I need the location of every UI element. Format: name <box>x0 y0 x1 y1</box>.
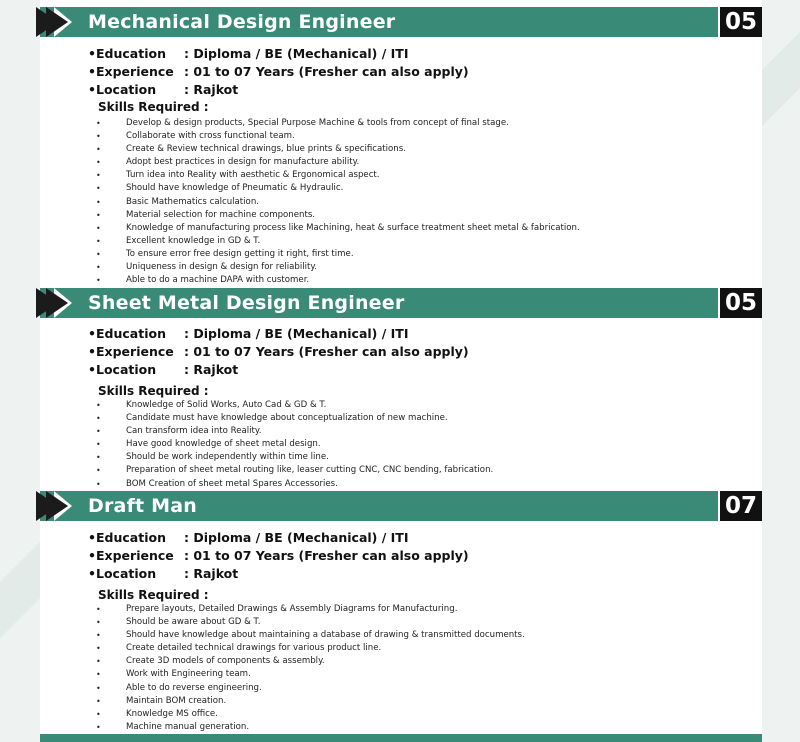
job-openings-card: Mechanical Design Engineer 05 • Education : Diploma / BE (Mechanical) / ITI • Experience : 01 to 07 Years (Fresher can also apply) • Location : Rajkot Skills Required : • Develop & design products, Special Purpose Machine & tools from concept of final stage. • Collaborate with cross functional team. • Create & Review technical drawings, blue prints & specifications. • Adopt best practices in design for manufacture ability. • Turn idea into Reality with aesthetic & Ergonomical aspect. • Should have knowledge of Pneumatic & Hydraulic. • Basic Mathematics calculation. • Material selection for machine components. • Knowledge of manufacturing process like Machining, heat & surface treatment sheet metal & fabrication. • Excellent knowledge in GD & T. • To ensure error free design getting it right, first time. • Uniqueness in design & design for reliability. • Able to do a machine DAPA with customer. Sheet Metal Design Engineer 05 • Education : Diploma / BE (Mechanical) / ITI • Experience : 01 to 07 Years (Fresher can also apply) • Location : Rajkot Skills Required : • Knowledge of Solid Works, Auto Cad & GD & T. • Candidate must have knowledge about conceptualization of new machine. • Can transform idea into Reality. • Have good knowledge of sheet metal design. • Should be work independently within time line. • Preparation of sheet metal routing like, leaser cutting CNC, CNC bending, fabrication. • BOM Creation of sheet metal Spares Accessories. Draft Man 07 • Education : Diploma / BE (Mechanical) / ITI • Experience : 01 to 07 Years (Fresher can also apply) • Location : Rajkot Skills Required : • Prepare layouts, Detailed Drawings & Assembly Diagrams for Manufacturing. • Should be aware about GD & T. • Should have knowledge about maintaining a database of drawing & transmitted documents. • Create detailed technical drawings for various product line. • Create 3D models of components & assembly. • Work with Engineering team. • Able to do reverse engineering. • Maintain BOM creation. • Knowledge MS office. • Machine manual generation. <box>40 0 762 742</box>
experience-value: : 01 to 07 Years (Fresher can also apply) <box>184 344 469 359</box>
skill-item: • Collaborate with cross functional team. <box>98 130 580 143</box>
job-title: Sheet Metal Design Engineer <box>88 292 405 314</box>
skill-item: • Basic Mathematics calculation. <box>98 196 580 209</box>
skill-item: • BOM Creation of sheet metal Spares Accessories. <box>98 478 493 491</box>
skill-item: • Should be aware about GD & T. <box>98 616 525 629</box>
location-value: : Rajkot <box>184 566 239 581</box>
education-label: Education <box>96 530 166 545</box>
skill-item: • Candidate must have knowledge about conceptualization of new machine. <box>98 412 493 425</box>
location-value: : Rajkot <box>184 82 239 97</box>
experience-value: : 01 to 07 Years (Fresher can also apply) <box>184 64 469 79</box>
openings-count: 05 <box>720 7 762 37</box>
openings-count: 05 <box>720 288 762 318</box>
experience-label: Experience <box>96 64 174 79</box>
skill-item: • Excellent knowledge in GD & T. <box>98 235 580 248</box>
education-value: : Diploma / BE (Mechanical) / ITI <box>184 530 409 545</box>
skill-item: • Have good knowledge of sheet metal design. <box>98 438 493 451</box>
job-title: Draft Man <box>88 495 197 517</box>
skill-item: • Able to do reverse engineering. <box>98 682 525 695</box>
location-label: Location <box>96 82 157 97</box>
experience-label: Experience <box>96 344 174 359</box>
skill-item: • Create detailed technical drawings for various product line. <box>98 642 525 655</box>
skill-item: • Turn idea into Reality with aesthetic & Ergonomical aspect. <box>98 169 580 182</box>
footer-bar <box>40 734 762 742</box>
chevron-right-icon <box>46 288 68 318</box>
skill-item: • Develop & design products, Special Purpose Machine & tools from concept of final stage. <box>98 117 580 130</box>
location-label: Location <box>96 362 157 377</box>
location-value: : Rajkot <box>184 362 239 377</box>
skill-item: • Prepare layouts, Detailed Drawings & Assembly Diagrams for Manufacturing. <box>98 603 525 616</box>
skills-list <box>98 399 493 491</box>
skill-item: • Uniqueness in design & design for reliability. <box>98 261 580 274</box>
openings-count: 07 <box>720 491 762 521</box>
skill-item: • Should be work independently within time line. <box>98 451 493 464</box>
skill-item: • Work with Engineering team. <box>98 668 525 681</box>
education-value: : Diploma / BE (Mechanical) / ITI <box>184 46 409 61</box>
skill-item: • Adopt best practices in design for manufacture ability. <box>98 156 580 169</box>
skills-title: Skills Required : <box>98 588 209 602</box>
skill-item: • Material selection for machine components. <box>98 209 580 222</box>
skill-item: • Preparation of sheet metal routing like, leaser cutting CNC, CNC bending, fabrication. <box>98 464 493 477</box>
education-value: : Diploma / BE (Mechanical) / ITI <box>184 326 409 341</box>
experience-label: Experience <box>96 548 174 563</box>
skill-item: • Knowledge MS office. <box>98 708 525 721</box>
experience-value: : 01 to 07 Years (Fresher can also apply) <box>184 548 469 563</box>
skills-title: Skills Required : <box>98 100 209 114</box>
skill-item: • Maintain BOM creation. <box>98 695 525 708</box>
skills-title: Skills Required : <box>98 384 209 398</box>
skill-item: • Machine manual generation. <box>98 721 525 734</box>
skill-item: • To ensure error free design getting it right, first time. <box>98 248 580 261</box>
chevron-right-icon <box>46 491 68 521</box>
skill-item: • Create 3D models of components & assembly. <box>98 655 525 668</box>
skill-item: • Should have knowledge of Pneumatic & Hydraulic. <box>98 182 580 195</box>
skill-item: • Create & Review technical drawings, blue prints & specifications. <box>98 143 580 156</box>
education-label: Education <box>96 46 166 61</box>
skill-item: • Knowledge of manufacturing process like Machining, heat & surface treatment sheet metal & fabrication. <box>98 222 580 235</box>
skills-list <box>98 117 580 287</box>
location-label: Location <box>96 566 157 581</box>
skill-item: • Should have knowledge about maintaining a database of drawing & transmitted documents. <box>98 629 525 642</box>
skill-item: • Able to do a machine DAPA with customer. <box>98 274 580 287</box>
job-title: Mechanical Design Engineer <box>88 11 396 33</box>
chevron-right-icon <box>46 7 68 37</box>
education-label: Education <box>96 326 166 341</box>
skill-item: • Can transform idea into Reality. <box>98 425 493 438</box>
skills-list <box>98 603 525 734</box>
skill-item: • Knowledge of Solid Works, Auto Cad & GD & T. <box>98 399 493 412</box>
